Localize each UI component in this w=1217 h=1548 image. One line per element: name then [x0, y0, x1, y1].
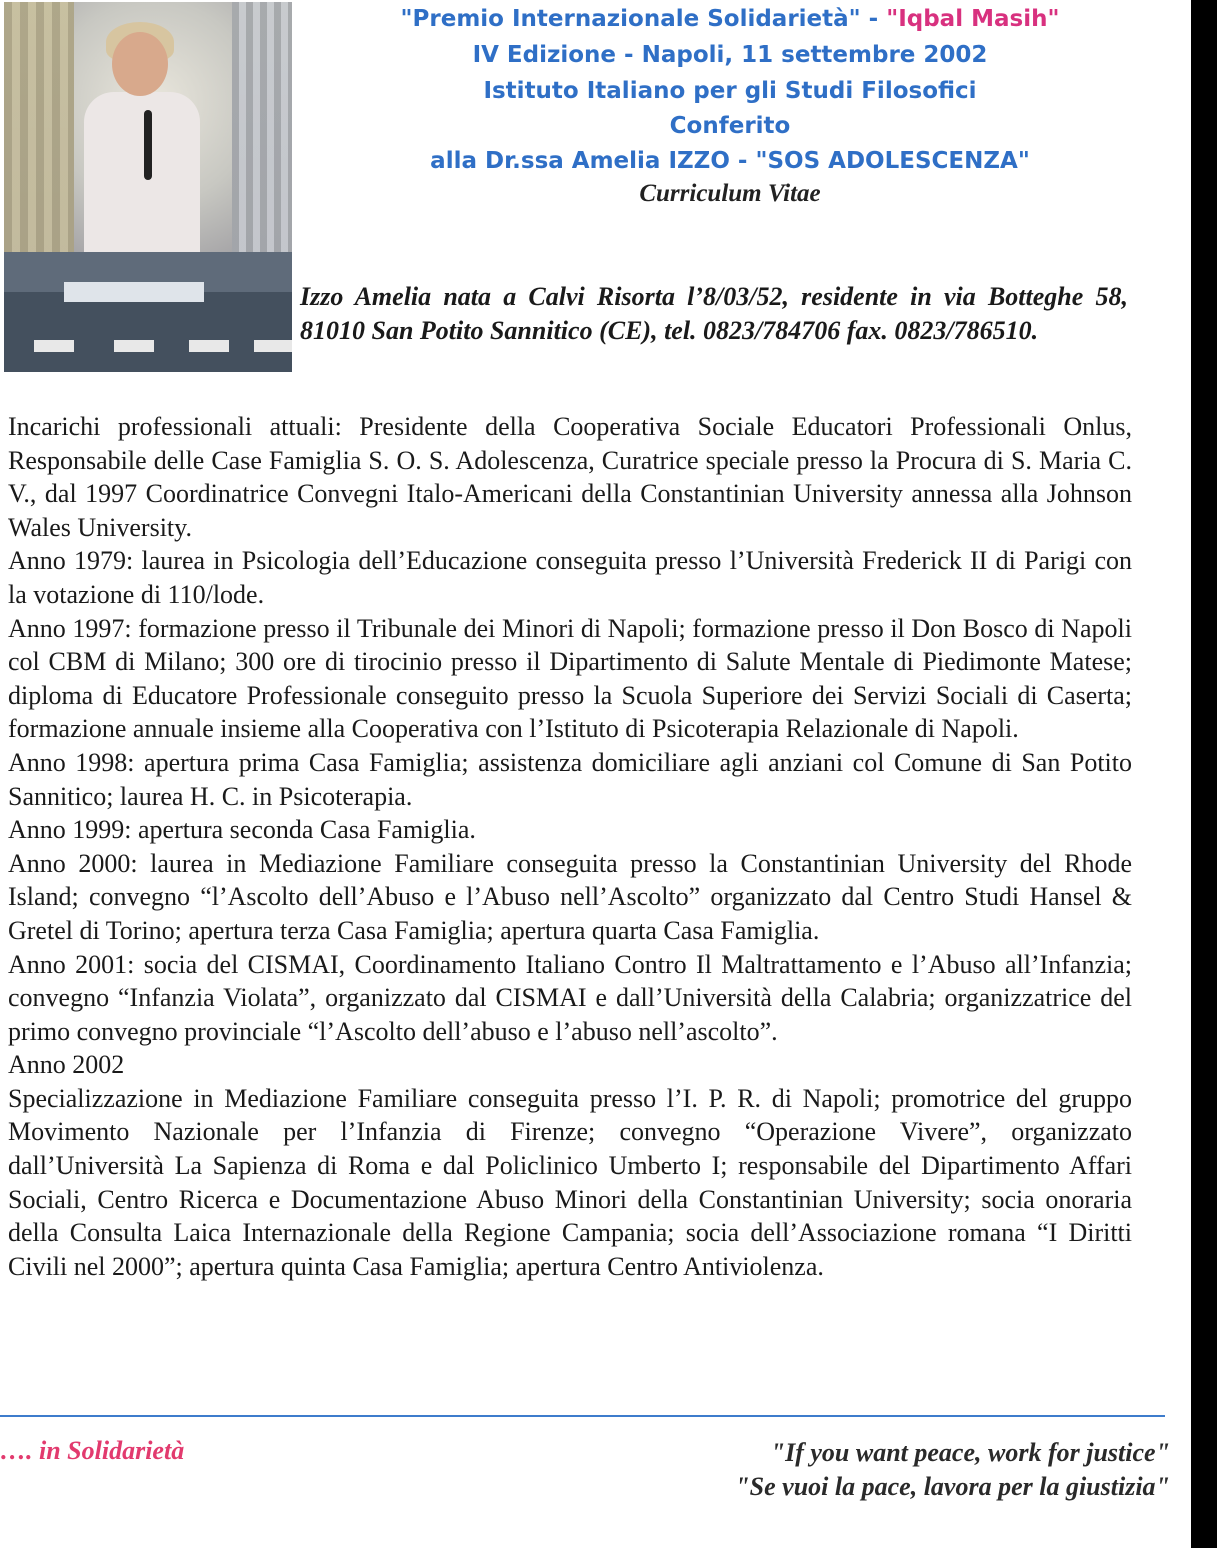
- quote-english: "If you want peace, work for justice": [770, 1438, 1170, 1467]
- cv-paragraph: Anno 1999: apertura seconda Casa Famiglia.: [8, 815, 476, 845]
- cv-paragraph: Anno 2000: laurea in Mediazione Familiare conseguita presso la Constantinian University del Rhode Island; convegno “l’Ascolto dell’Abuso e l’Abuso nell’Ascolto” organizzato dal Centro Studi Hansel & Gretel di Torino; apertura terza Casa Famiglia; apertura quarta Casa Famiglia.: [8, 848, 1132, 945]
- quote-italian: "Se vuoi la pace, lavora per la giustizia": [735, 1472, 1170, 1501]
- cv-paragraph: Anno 1997: formazione presso il Tribunale dei Minori di Napoli; formazione presso il Don Bosco di Napoli col CBM di Milano; 300 ore di tirocinio presso il Dipartimento di Salute Mentale di Piedimonte Matese; diploma di Educatore Professionale conseguito presso la Scuola Superiore dei Servizi Sociali di Caserta; formazione annuale insieme alla Cooperativa con l’Istituto di Psicoterapia Relazionale di Napoli.: [8, 613, 1132, 744]
- scan-edge-bar: [1191, 0, 1217, 1548]
- speaker-photo: [4, 2, 292, 372]
- footer-divider: [0, 1415, 1165, 1417]
- footer-quote: [640, 1436, 1170, 1504]
- edition-line: IV Edizione - Napoli, 11 settembre 2002: [472, 42, 988, 68]
- cv-paragraph: Anno 1998: apertura prima Casa Famiglia; assistenza domiciliare agli anziani col Comune di San Potito Sannitico; laurea H. C. in Psicoterapia.: [8, 747, 1132, 811]
- award-name: "Premio Internazionale Solidarietà" -: [400, 6, 887, 32]
- cv-paragraph: Specializzazione in Mediazione Familiare conseguita presso l’I. P. R. di Napoli; promotrice del gruppo Movimento Nazionale per l’Infanzia di Firenze; convegno “Operazione Vivere”, organizzato dall’Università La Sapienza di Roma e dal Policlinico Umberto I; responsabile del Dipartimento Affari Sociali, Centro Ricerca e Documentazione Abuso Minori della Constantinian University; socia onoraria della Consulta Laica Internazionale della Regione Campania; socia dell’Associazione romana “I Diritti Civili nel 2000”; apertura quinta Casa Famiglia; apertura Centro Antiviolenza.: [8, 1083, 1132, 1281]
- footer-motto: …. in Solidarietà: [0, 1436, 185, 1465]
- page-title: Curriculum Vitae: [639, 180, 821, 207]
- award-title: [300, 8, 1160, 31]
- cv-paragraph: Anno 1979: laurea in Psicologia dell’Educazione conseguita presso l’Università Frederick II di Parigi con la votazione di 110/lode.: [8, 546, 1132, 609]
- personal-details: Izzo Amelia nata a Calvi Risorta l’8/03/52, residente in via Botteghe 58, 81010 San Potito Sannitico (CE), tel. 0823/784706 fax. 0823/786510.: [300, 282, 1128, 345]
- cv-year-heading: Anno 2002: [8, 1050, 125, 1080]
- cv-body: [8, 410, 1132, 1283]
- cv-paragraph: Anno 2001: socia del CISMAI, Coordinamento Italiano Contro Il Maltrattamento e l’Abuso all’Infanzia; convegno “Infanzia Violata”, organizzato dal CISMAI e dall’Università della Calabria; organizzatrice del primo convegno provinciale “l’Ascolto dell’abuso e l’abuso nell’ascolto”.: [8, 949, 1132, 1046]
- conferred-line: Conferito: [669, 113, 791, 139]
- institute-line: Istituto Italiano per gli Studi Filosofici: [483, 78, 977, 104]
- cv-paragraph: Incarichi professionali attuali: Presidente della Cooperativa Sociale Educatori Professionali Onlus, Responsabile delle Case Famiglia S. O. S. Adolescenza, Curatrice speciale presso la Procura di S. Maria C. V., dal 1997 Coordinatrice Convegni Italo-Americani della Constantinian University annessa alla Johnson Wales University.: [8, 412, 1132, 542]
- recipient-line: alla Dr.ssa Amelia IZZO - "SOS ADOLESCENZA": [430, 148, 1030, 174]
- award-dedication: "Iqbal Masih": [886, 6, 1060, 32]
